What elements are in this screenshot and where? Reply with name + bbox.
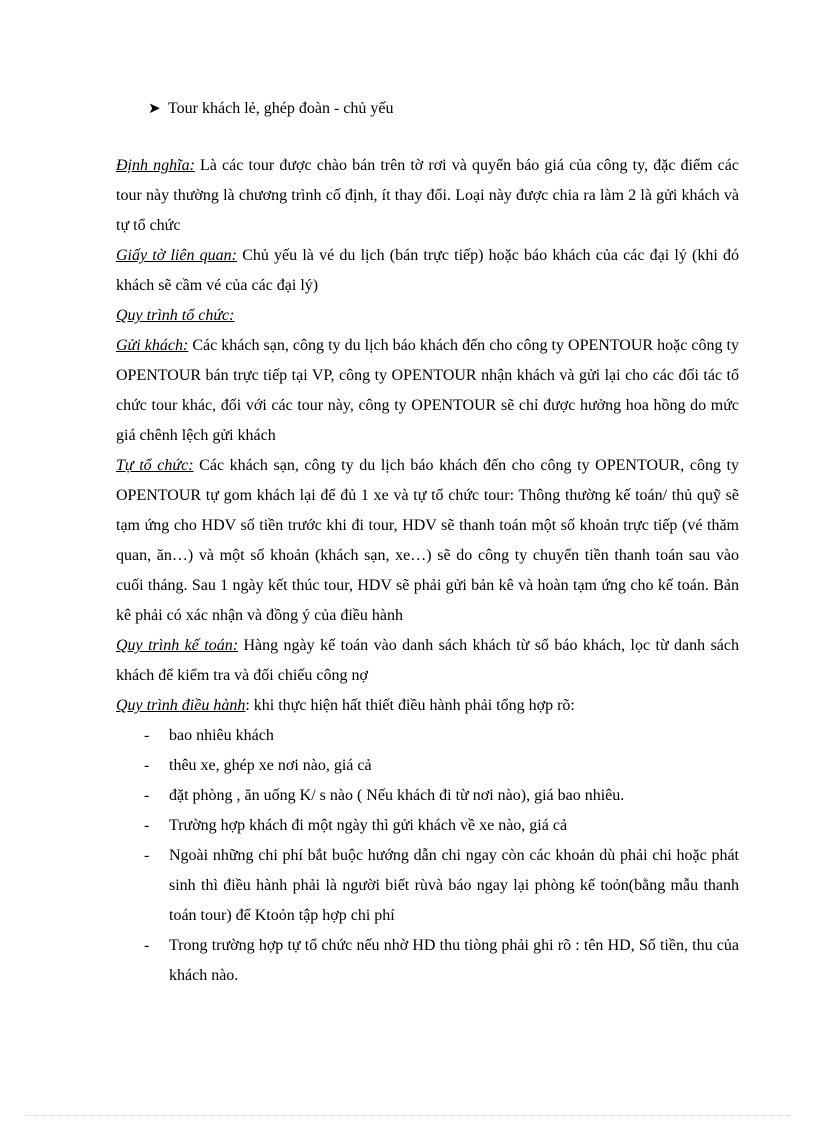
accounting-process-text: Hàng ngày kế toán vào danh sách khách từ sổ báo khách, lọc từ danh sách khách để kiểm tra và đối chiếu công nợ <box>116 637 740 684</box>
send-guests-text: Các khách sạn, công ty du lịch báo khách đến cho công ty OPENTOUR hoặc công ty OPENTOUR bán trực tiếp tại VP, công ty OPENTOUR nhận khách và gửi lại cho các đối tác tổ chức tour khác, đối với các tour này, công ty OPENTOUR sẽ chỉ được hưởng hoa hồng do mức giá chênh lệch gửi khách <box>116 337 739 444</box>
page-footer-divider <box>26 1115 790 1116</box>
documents-paragraph <box>116 241 739 301</box>
send-guests-paragraph <box>116 331 739 451</box>
dash-marker: - <box>144 817 150 834</box>
list-item <box>116 721 739 751</box>
list-item-text: bao nhiêu khách <box>169 727 274 744</box>
dash-marker: - <box>144 847 150 864</box>
list-item <box>116 841 739 931</box>
definition-text: Là các tour được chào bán trên tờ rơi và quyển báo giá của công ty, đặc điểm các tour này thường là chương trình cố định, ít thay đổi. Loại này được chia ra làm 2 là gửi khách và tự tổ chức <box>116 157 739 234</box>
dash-marker: - <box>144 757 150 774</box>
list-item-text: thêu xe, ghép xe nơi nào, giá cả <box>169 757 372 774</box>
list-item-text: Trường hợp khách đi một ngày thì gửi khách về xe nào, giá cả <box>169 817 568 834</box>
organization-process-heading <box>116 301 739 331</box>
document-body <box>116 151 739 991</box>
list-item <box>116 811 739 841</box>
list-item-text: Trong trường hợp tự tổ chức nếu nhờ HD thu tiòng phải ghi rõ : tên HD, Số tiền, thu của khách nào. <box>169 937 739 984</box>
documents-label: Giấy tờ liên quan: <box>116 247 237 264</box>
list-item-text: Ngoài những chi phí bắt buộc hướng dẫn chi ngay còn các khoản dù phải chi hoặc phát sinh thì điều hành phải là người biết rùvà báo ngay lại phòng kế toỏn(bằng mẫu thanh toán tour) để Ktoỏn tập hợp chi phí <box>169 847 739 924</box>
list-item <box>116 781 739 811</box>
organization-process-label: Quy trình tổ chức: <box>116 307 235 324</box>
operations-checklist <box>116 721 739 991</box>
self-organized-paragraph <box>116 451 739 631</box>
send-guests-label: Gửi khách: <box>116 337 189 354</box>
list-item <box>116 751 739 781</box>
operations-process-text: : khi thực hiện hất thiết điều hành phải tổng hợp rõ: <box>245 697 575 714</box>
definition-paragraph <box>116 151 739 241</box>
self-organized-label: Tự tổ chức: <box>116 457 194 474</box>
self-organized-text: Các khách sạn, công ty du lịch báo khách đến cho công ty OPENTOUR, công ty OPENTOUR tự gom khách lại để đủ 1 xe và tự tổ chức tour: Thông thường kế toán/ thủ quỹ sẽ tạm ứng cho HDV số tiền trước khi đi tour, HDV sẽ thanh toán một số khoản trực tiếp (vé thăm quan, ăn…) và một số khoản (khách sạn, xe…) sẽ do công ty chuyển tiền thanh toán sau vào cuối tháng. Sau 1 ngày kết thúc tour, HDV sẽ phải gửi bản kê và hoàn tạm ứng cho kế toán. Bản kê phải có xác nhận và đồng ý của điều hành <box>116 457 740 624</box>
dash-marker: - <box>144 937 150 954</box>
accounting-process-label: Quy trình kế toán: <box>116 637 239 654</box>
operations-process-paragraph <box>116 691 739 721</box>
list-item-text: đặt phòng , ăn uống K/ s nào ( Nếu khách đi từ nơi nào), giá bao nhiêu. <box>169 787 625 804</box>
accounting-process-paragraph <box>116 631 739 691</box>
operations-process-label: Quy trình điều hành <box>116 697 246 714</box>
dash-marker: - <box>144 727 150 744</box>
list-item <box>116 931 739 991</box>
dash-marker: - <box>144 787 150 804</box>
heading-bullet <box>148 99 393 119</box>
definition-label: Định nghĩa: <box>116 157 195 174</box>
heading-text: Tour khách lẻ, ghép đoàn - chủ yếu <box>168 100 394 117</box>
arrowhead-bullet-icon: ➤ <box>148 101 161 117</box>
documents-text: Chủ yếu là vé du lịch (bán trực tiếp) hoặc báo khách của các đại lý (khi đó khách sẽ cầm vé của các đại lý) <box>116 247 740 294</box>
